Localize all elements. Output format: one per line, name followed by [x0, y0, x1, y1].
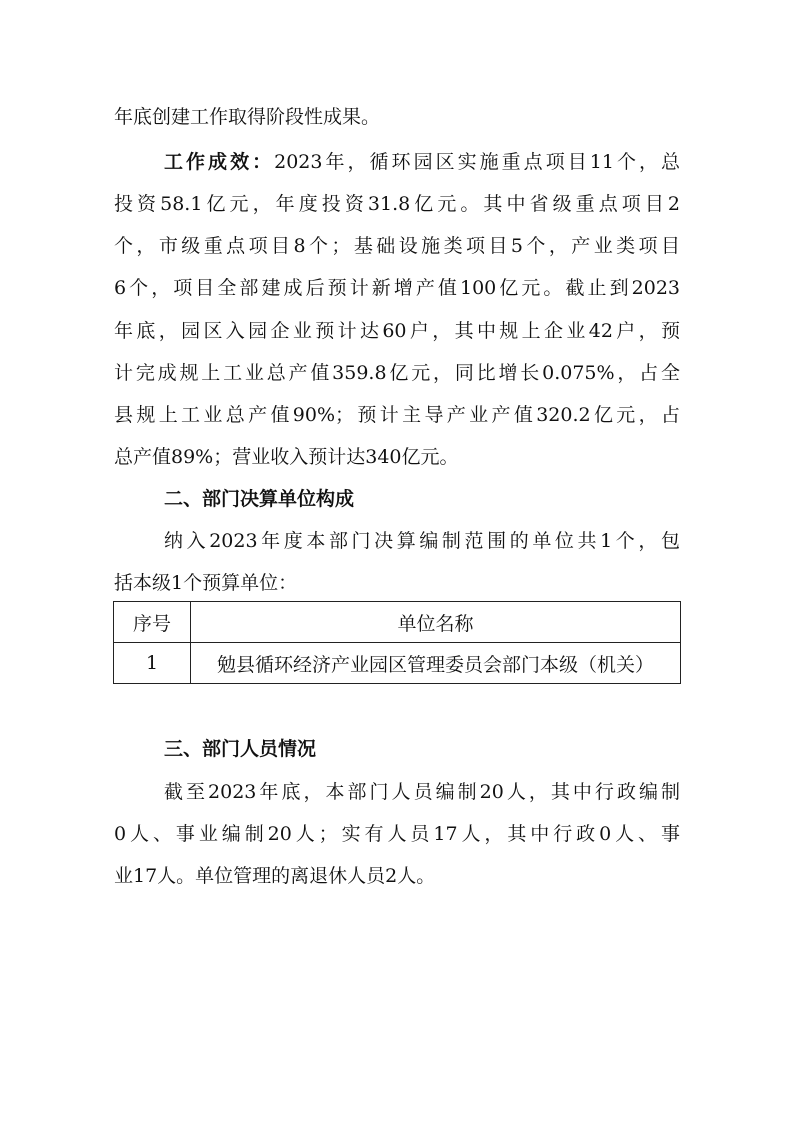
paragraph-line: 纳入2023年度本部门决算编制范围的单位共1个，包	[164, 530, 680, 552]
paragraph-line: 年底，园区入园企业预计达60户，其中规上企业42户，预	[114, 320, 680, 342]
section-heading: 二、部门决算单位构成	[164, 488, 355, 510]
paragraph-line: 总产值89%；营业收入预计达340亿元。	[114, 446, 459, 468]
table-header-cell: 单位名称	[191, 602, 681, 643]
table-row	[114, 643, 681, 684]
paragraph-line: 0人、事业编制20人；实有人员17人，其中行政0人、事	[114, 823, 680, 845]
table-cell: 勉县循环经济产业园区管理委员会部门本级（机关）	[191, 643, 681, 684]
paragraph-line	[164, 149, 680, 175]
table-cell: 1	[114, 643, 191, 684]
paragraph-line: 计完成规上工业总产值359.8亿元，同比增长0.075%，占全	[114, 362, 680, 384]
table-header-cell: 序号	[114, 602, 191, 643]
unit-table	[113, 601, 681, 684]
paragraph-text: 2023年，循环园区实施重点项目11个，总	[274, 151, 680, 173]
paragraph-line: 6个，项目全部建成后预计新增产值100亿元。截止到2023	[114, 277, 680, 299]
paragraph-line: 业17人。单位管理的离退休人员2人。	[114, 865, 436, 887]
section-heading: 三、部门人员情况	[164, 738, 317, 760]
paragraph-lead-label: 工作成效：	[164, 151, 275, 173]
paragraph-line: 截至2023年底，本部门人员编制20人，其中行政编制	[164, 781, 680, 803]
paragraph-line: 个，市级重点项目8个；基础设施类项目5个，产业类项目	[114, 235, 680, 257]
paragraph-line: 投资58.1亿元，年度投资31.8亿元。其中省级重点项目2	[114, 193, 680, 215]
paragraph-line: 年底创建工作取得阶段性成果。	[114, 106, 381, 128]
table-header-row	[114, 602, 681, 643]
paragraph-line: 括本级1个预算单位：	[114, 572, 298, 594]
paragraph-line: 县规上工业总产值90%；预计主导产业产值320.2亿元，占	[114, 404, 680, 426]
